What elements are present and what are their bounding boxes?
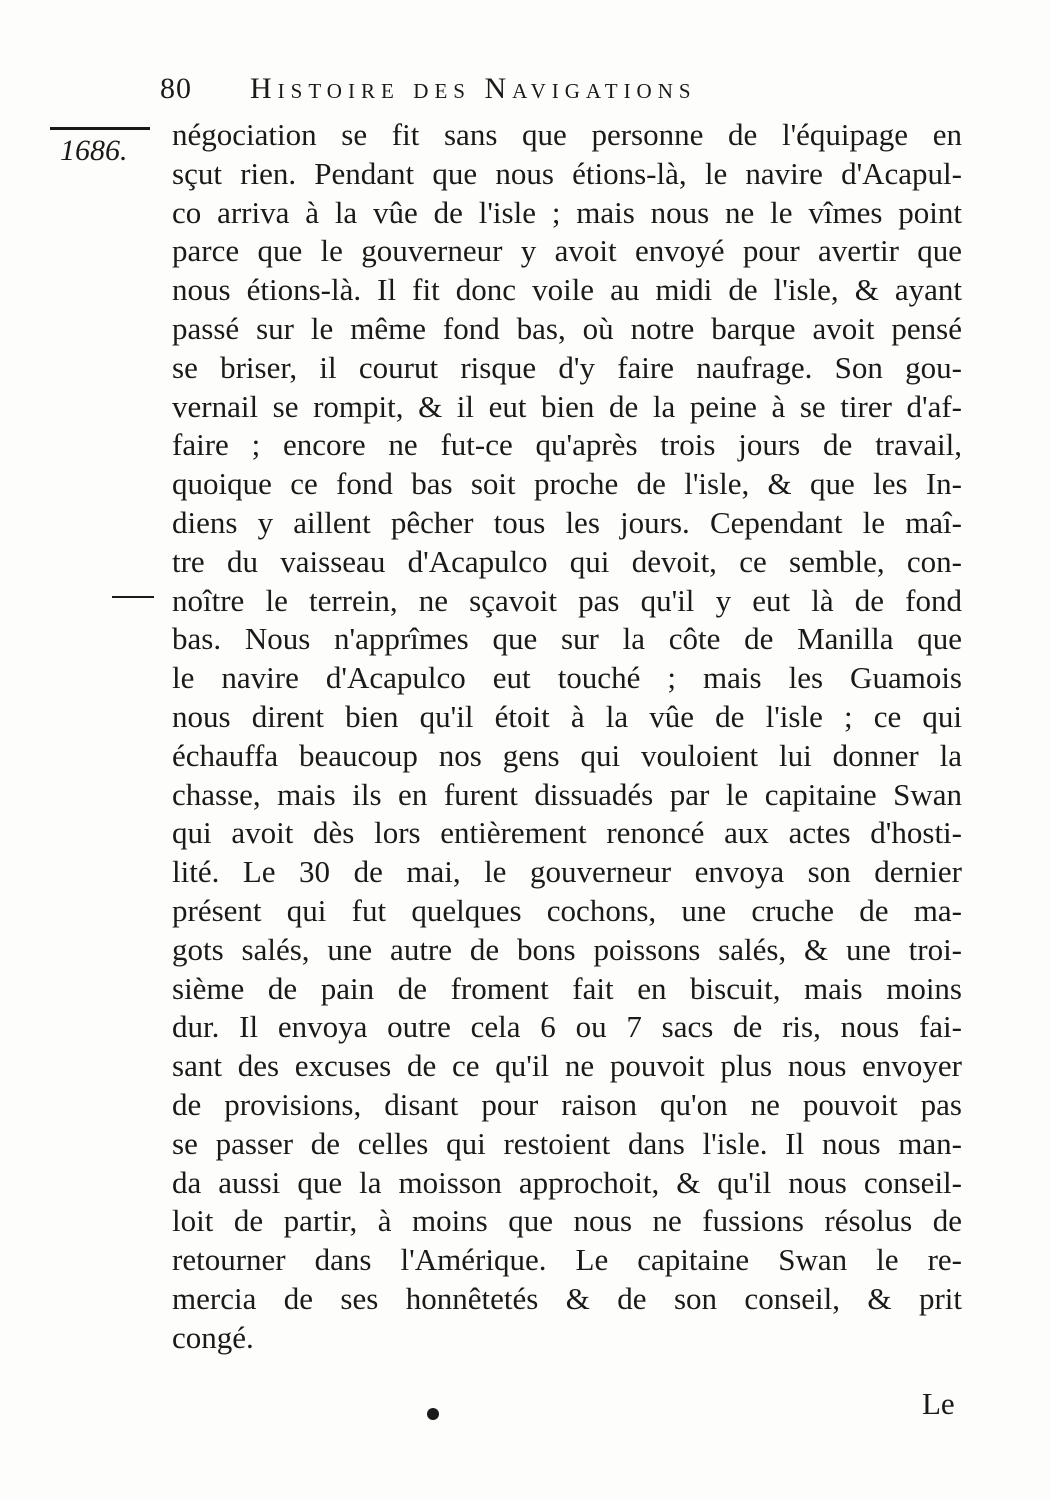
margin-dash: [112, 596, 154, 598]
text-line: retourner dans l'Amérique. Le capitaine Swan le re-: [172, 1242, 962, 1278]
text-line: nous dirent bien qu'il étoit à la vûe de l'isle ; ce qui: [172, 698, 962, 734]
text-line: bas. Nous n'apprîmes que sur la côte de Manilla que: [172, 621, 962, 657]
text-line: nous étions-là. Il fit donc voile au midi de l'isle, & ayant: [172, 272, 962, 308]
text-line: loit de partir, à moins que nous ne fussions résolus de: [172, 1203, 962, 1239]
text-line: mercia de ses honnêtetés & de son conseil, & prit: [172, 1280, 962, 1316]
text-line: noître le terrein, ne sçavoit pas qu'il y eut là de fond: [172, 582, 962, 618]
text-line: de provisions, disant pour raison qu'on ne pouvoit pas: [172, 1086, 962, 1122]
text-line: dur. Il envoya outre cela 6 ou 7 sacs de ris, nous fai-: [172, 1009, 962, 1045]
margin-rule: [50, 127, 150, 130]
text-line: sième de pain de froment fait en biscuit, mais moins: [172, 970, 962, 1006]
text-line: co arriva à la vûe de l'isle ; mais nous ne le vîmes point: [172, 194, 962, 230]
text-line: lité. Le 30 de mai, le gouverneur envoya son dernier: [172, 854, 962, 890]
running-title: Histoire des Navigations: [250, 72, 697, 105]
text-line: faire ; encore ne fut-ce qu'après trois jours de travail,: [172, 427, 962, 463]
text-line: échauffa beaucoup nos gens qui vouloient lui donner la: [172, 737, 962, 773]
text-line: se briser, il courut risque d'y faire naufrage. Son gou-: [172, 349, 962, 385]
text-line: vernail se rompit, & il eut bien de la peine à se tirer d'af-: [172, 388, 962, 424]
text-line: présent qui fut quelques cochons, une cruche de ma-: [172, 892, 962, 928]
text-line: parce que le gouverneur y avoit envoyé pour avertir que: [172, 233, 962, 269]
text-line: négociation se fit sans que personne de l'équipage en: [172, 117, 962, 152]
text-line: passé sur le même fond bas, où notre barque avoit pensé: [172, 310, 962, 346]
text-line: se passer de celles qui restoient dans l'isle. Il nous man-: [172, 1125, 962, 1161]
text-line: chasse, mais ils en furent dissuadés par le capitaine Swan: [172, 776, 962, 812]
text-line: gots salés, une autre de bons poissons salés, & une troi-: [172, 931, 962, 967]
page-header: [160, 68, 880, 112]
text-line: sçut rien. Pendant que nous étions-là, le navire d'Acapul-: [172, 155, 962, 191]
text-line: tre du vaisseau d'Acapulco qui devoit, ce semble, con-: [172, 543, 962, 579]
ornament-dot: [427, 1408, 439, 1420]
text-line: da aussi que la moisson approchoit, & qu'il nous conseil-: [172, 1164, 962, 1200]
body-text: [172, 116, 962, 1358]
text-line: qui avoit dès lors entièrement renoncé aux actes d'hosti-: [172, 815, 962, 851]
text-line: sant des excuses de ce qu'il ne pouvoit plus nous envoyer: [172, 1048, 962, 1084]
page-number: 80: [160, 72, 192, 105]
text-line: le navire d'Acapulco eut touché ; mais les Guamois: [172, 660, 962, 696]
text-line: quoique ce fond bas soit proche de l'isle, & que les In-: [172, 466, 962, 502]
text-line: congé.: [172, 1319, 254, 1355]
text-line: diens y aillent pêcher tous les jours. Cependant le maî-: [172, 504, 962, 540]
margin-date: 1686.: [60, 134, 128, 167]
catchword: Le: [922, 1386, 955, 1421]
